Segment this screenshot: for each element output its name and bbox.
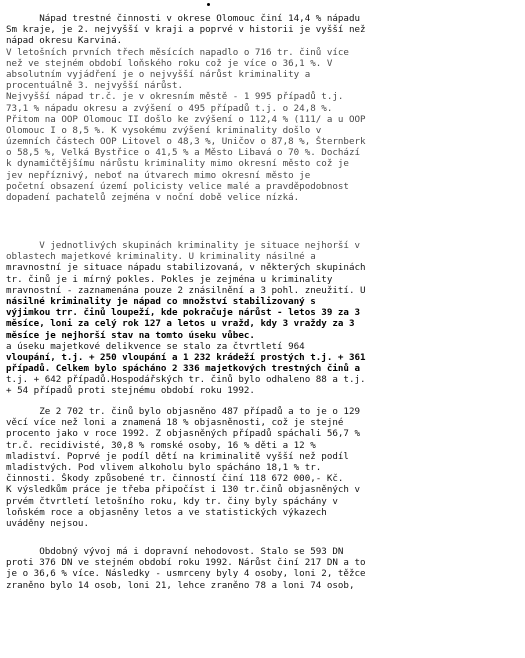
text-line: dopadení pachatelů zejména v noční době velice nízká. <box>6 192 300 203</box>
text-line: K výsledkům práce je třeba připočíst i 130 tr.činů objasněných v <box>6 484 361 496</box>
text-line: t.j. + 642 případů.Hospodářských tr. činů bylo odhaleno 88 a t.j. <box>6 374 366 386</box>
text-line: procentuálně 3. nejvyšší nárůst. <box>6 80 184 92</box>
text-line: o 58,5 %, Velká Bystřice o 41,5 % a Město Libavá o 70 %. Dochází <box>6 147 361 159</box>
text-line: výjimkou trr. činů loupeží, kde pokračuje nárůst - letos 39 za 3 <box>6 307 361 319</box>
text-line: vloupání, t.j. + 250 vloupání a 1 232 krádeží prostých t.j. + 361 <box>6 351 366 363</box>
text-line: k dynamičtějšímu nárůstu kriminality mimo okresní město což je <box>6 158 349 170</box>
text-line: a úseku majetkové delikvence se stalo za čtvrtletí 964 <box>6 340 305 352</box>
text-line: mladistvých. Pod vlivem alkoholu bylo spácháno 18,1 % tr. <box>6 461 322 473</box>
text-line: proti 376 DN ve stejném období roku 1992. Nárůst činí 217 DN a to <box>6 557 366 569</box>
text-line: oblastech majetkové kriminality. U kriminality násilné a <box>6 251 316 263</box>
text-line: je o 36,6 % více. Následky - usmrceny byly 4 osoby, loni 2, těžce <box>6 568 366 580</box>
text-line: absolutním vyjádření je o nejvyšší nárůst kriminality a <box>6 68 311 80</box>
paragraph-crime-groups <box>6 240 516 397</box>
text-line: V jednotlivých skupinách kriminality je situace nejhorší v <box>6 240 361 251</box>
text-line: věcí více než loni a znamená 18 % objasněnosti, což je stejné <box>6 417 344 429</box>
text-line: početní obsazení území policisty velice malé a pravděpodobnost <box>6 180 349 192</box>
text-line: mravnostní - zaznamenána pouze 2 znásilnění a 3 pohl. zneužití. U <box>6 284 366 296</box>
text-line: Sm kraje, je 2. nejvyšší v kraji a poprvé v historii je vyšší než <box>6 24 366 36</box>
text-line: tr. činů je i mírný pokles. Pokles je zejména u kriminality <box>6 273 333 285</box>
text-line: Nápad trestné činnosti v okrese Olomouc činí 14,4 % nápadu <box>6 13 361 24</box>
text-line: mravnostní je situace nápadu stabilizovaná, v některých skupinách <box>6 262 366 274</box>
text-line: činnosti. Škody způsobené tr. činností činí 118 672 000,- Kč. <box>6 473 344 485</box>
text-line: případů. Celkem bylo spácháno 2 336 majetkových trestných činů a <box>6 363 361 375</box>
text-line: Přitom na OOP Olomouc II došlo ke zvýšení o 112,4 % (111/ a u OOP <box>6 113 366 125</box>
paragraph-crime-volume <box>6 13 516 203</box>
text-line: + 54 případů proti stejnému období roku 1992. <box>6 385 255 397</box>
text-line: 73,1 % nápadu okresu a zvýšení o 495 případů t.j. o 24,8 %. <box>6 102 333 114</box>
text-line: uváděny nejsou. <box>6 517 89 529</box>
text-line: Ze 2 702 tr. činů bylo objasněno 487 případů a to je o 129 <box>6 406 361 417</box>
text-line: V letošních prvních třech měsících napadlo o 716 tr. činů více <box>6 46 349 58</box>
text-line: tr.č. recidivisté, 30,8 % romské osoby, 16 % děti a 12 % <box>6 439 316 451</box>
paragraph-clearance-rate <box>6 406 516 529</box>
text-line: než ve stejném období loňského roku což je více o 36,1 %. V <box>6 57 333 69</box>
text-line: měsíce je nejhorší stav na tomto úseku vůbec. <box>6 329 255 341</box>
text-line: procento jako v roce 1992. Z objasněných případů spáchali 56,7 % <box>6 428 361 440</box>
text-line: Olomouc I o 8,5 %. K vysokému zvýšení kriminality došlo v <box>6 124 322 136</box>
text-line: násilné kriminality je nápad co množství stabilizovaný s <box>6 295 316 307</box>
text-line: Nejvyšší nápad tr.č. je v okresním městě - 1 995 případů t.j. <box>6 91 344 103</box>
text-line: prvém čtvrtletí letošního roku, kdy tr. činy byly spáchány v <box>6 495 338 507</box>
text-line: měsíce, loni za celý rok 127 a letos u vražd, kdy 3 vraždy za 3 <box>6 318 355 330</box>
text-line: nápad okresu Karviná. <box>6 35 123 47</box>
page-mark <box>207 3 210 6</box>
text-line: loňském roce a objasněny letos a ve statistických výkazech <box>6 506 327 518</box>
text-line: územních částech OOP Litovel o 48,3 %, Uničov o 87,8 %, Šternberk <box>6 136 366 148</box>
paragraph-traffic-accidents <box>6 546 516 591</box>
text-line: mladiství. Poprvé je podíl dětí na kriminalitě vyšší než podíl <box>6 450 349 462</box>
text-line: zraněno bylo 14 osob, loni 21, lehce zraněno 78 a loni 74 osob, <box>6 579 355 591</box>
text-line: jev nepříznivý, neboť na útvarech mimo okresní město je <box>6 169 311 181</box>
text-line: Obdobný vývoj má i dopravní nehodovost. Stalo se 593 DN <box>6 546 344 557</box>
